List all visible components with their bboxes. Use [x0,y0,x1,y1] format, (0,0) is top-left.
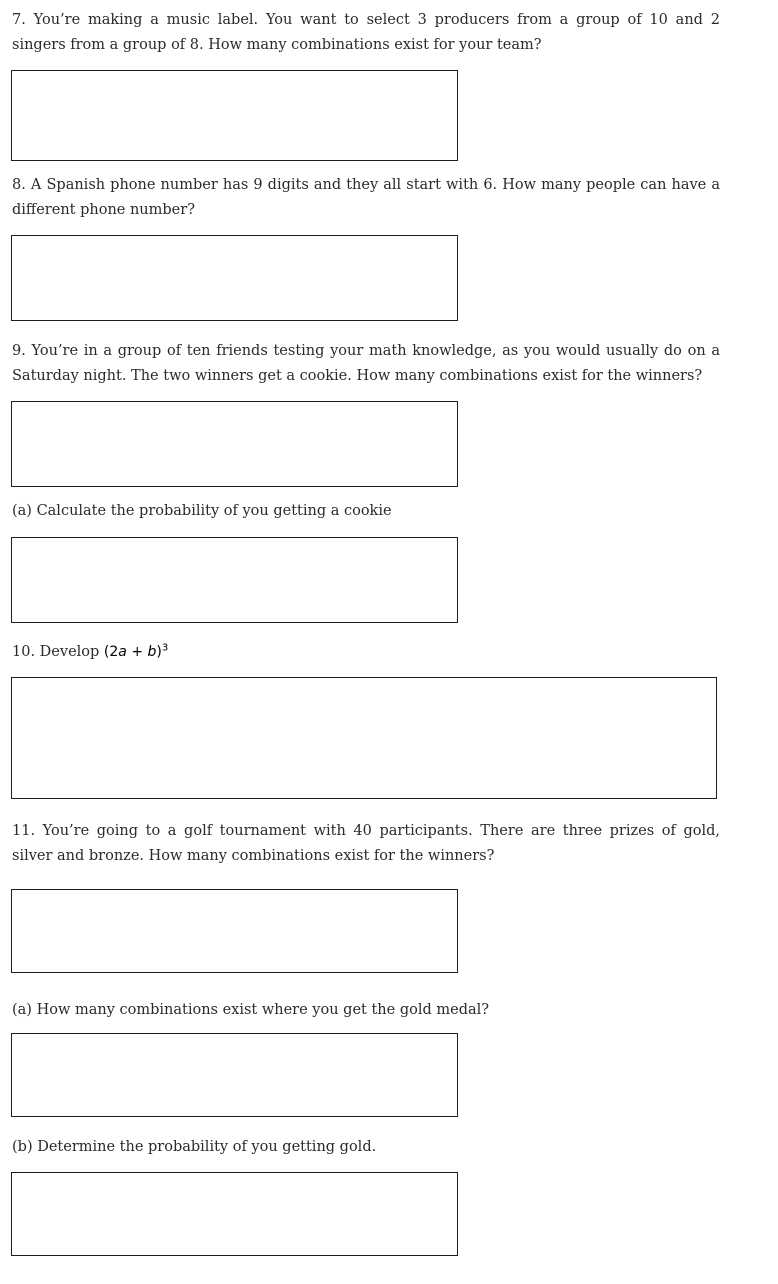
question-9a: (a) Calculate the probability of you getting a cookie [12,503,392,519]
binomial-expression: $(2a + b)^3$ [103,642,169,660]
answer-box-11b[interactable] [11,1172,458,1256]
answer-box-10[interactable] [11,677,717,799]
answer-box-11[interactable] [11,889,458,973]
question-7: 7. You’re making a music label. You want to select 3 producers from a group of 10 and 2 singers from a group of 8. How many combinations exist for your team? [12,12,720,53]
question-10-prefix: 10. Develop [12,644,100,660]
answer-box-9[interactable] [11,401,458,487]
answer-box-9a[interactable] [11,537,458,623]
question-10 [12,640,720,665]
question-11: 11. You’re going to a golf tournament with 40 participants. There are three prizes of gold, silver and bronze. How many combinations exist for the winners? [12,823,720,864]
question-11a: (a) How many combinations exist where you get the gold medal? [12,1002,490,1018]
question-11b: (b) Determine the probability of you getting gold. [12,1139,377,1155]
answer-box-11a[interactable] [11,1033,458,1117]
answer-box-8[interactable] [11,235,458,321]
question-8: 8. A Spanish phone number has 9 digits and they all start with 6. How many people can have a different phone number? [12,177,720,218]
answer-box-7[interactable] [11,70,458,161]
question-9: 9. You’re in a group of ten friends testing your math knowledge, as you would usually do on a Saturday night. The two winners get a cookie. How many combinations exist for the winners? [12,343,720,384]
